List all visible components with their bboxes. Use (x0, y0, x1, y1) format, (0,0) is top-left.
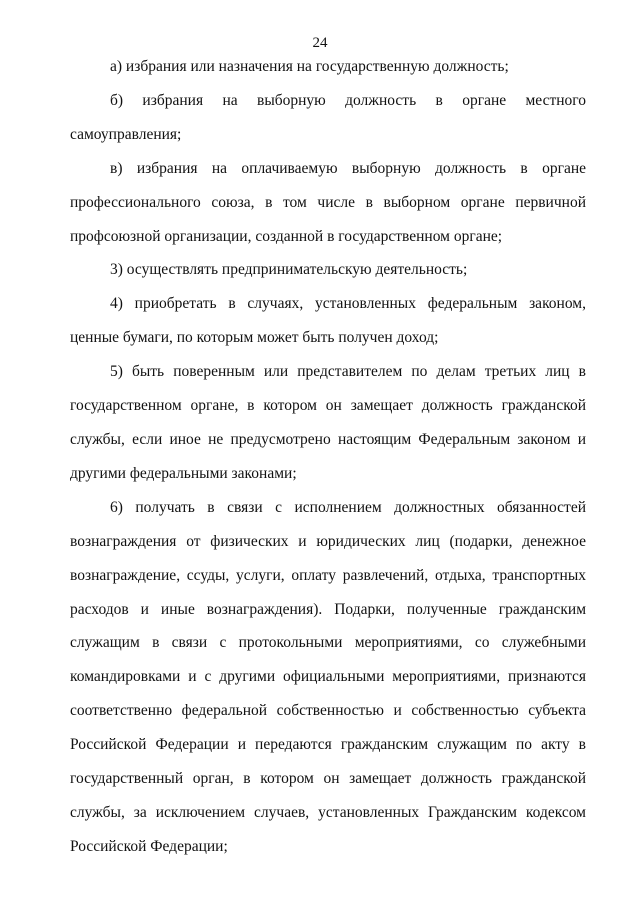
paragraph-b: б) избрания на выборную должность в органе местного самоуправления; (70, 91, 586, 143)
page-number: 24 (312, 35, 328, 51)
paragraph-4: 4) приобретать в случаях, установленных федеральным законом, ценные бумаги, по которым может быть получен доход; (70, 295, 586, 347)
paragraph-a: а) избрания или назначения на государственную должность; (110, 58, 509, 75)
paragraph-5: 5) быть поверенным или представителем по делам третьих лиц в государственном органе, в котором он замещает должность гражданской службы, если иное не предусмотрено настоящим Федеральным законом и другими федеральными законами; (70, 363, 586, 482)
paragraph-v: в) избрания на оплачиваемую выборную должность в органе профессионального союза, в том числе в выборном органе первичной профсоюзной организации, созданной в государственном органе; (70, 159, 586, 245)
paragraph-6: 6) получать в связи с исполнением должностных обязанностей вознаграждения от физических и юридических лиц (подарки, денежное вознаграждение, ссуды, услуги, оплату развлечений, отдыха, транспортных расходов и иные вознаграждения). Подарки, полученные гражданским служащим в связи с протокольными мероприятиями, со служебными командировками и с другими официальными мероприятиями, признаются соответственно федеральной собственностью и собственностью субъекта Российской Федерации и передаются гражданским служащим по акту в государственный орган, в котором он замещает должность гражданской службы, за исключением случаев, установленных Гражданским кодексом Российской Федерации; (70, 498, 586, 855)
document-body (70, 50, 586, 864)
paragraph-3: 3) осуществлять предпринимательскую деятельность; (110, 261, 468, 279)
